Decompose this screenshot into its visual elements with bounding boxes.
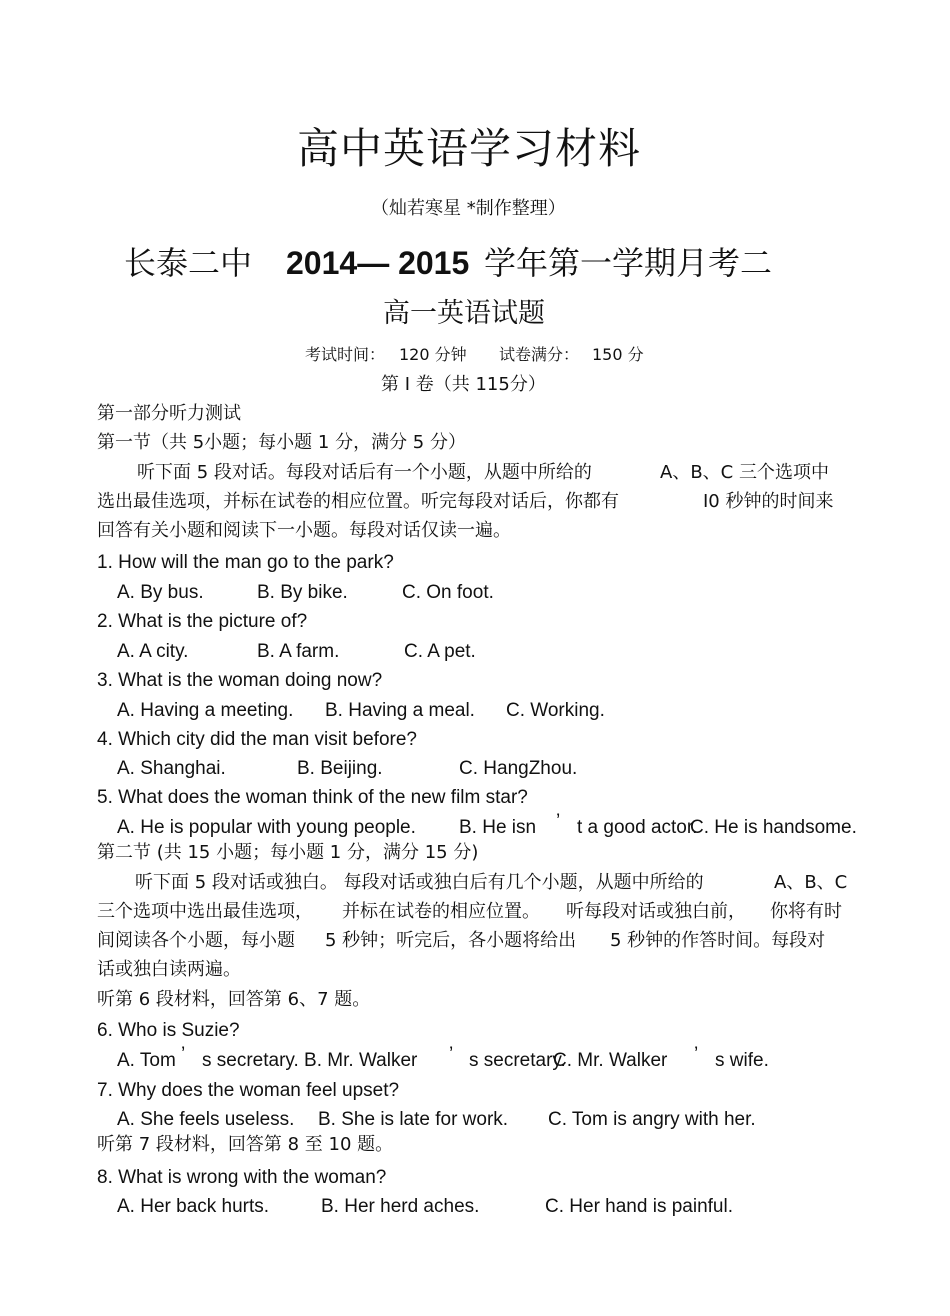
option-a: A. Shanghai. — [117, 758, 226, 779]
part-heading: 第一部分听力测试 — [97, 403, 241, 424]
volume-heading: 第 I 卷（共 115分） — [381, 374, 546, 395]
option-b: B. By bike. — [257, 582, 348, 603]
option-b: B. A farm. — [257, 641, 340, 662]
instruction-line: 听下面 5 段对话或独白。 每段对话或独白后有几个小题，从题中所给的 — [135, 872, 704, 893]
exam-term: 学年第一学期月考二 — [484, 244, 773, 282]
apostrophe: ’ — [449, 1044, 454, 1065]
option-c: C. Working. — [506, 700, 605, 721]
question-text: 3. What is the woman doing now? — [97, 670, 383, 691]
instruction-line: 你将有时 — [770, 901, 842, 922]
material-heading: 听第 7 段材料，回答第 8 至 10 题。 — [97, 1134, 394, 1155]
option-a: A. A city. — [117, 641, 189, 662]
instruction-line: 听每段对话或独白前， — [566, 901, 746, 922]
option-c: C. He is handsome. — [690, 817, 857, 838]
instruction-line: 5 秒钟；听完后，各小题将给出 — [325, 930, 577, 951]
question-text: 2. What is the picture of? — [97, 611, 308, 632]
question-text: 1. How will the man go to the park? — [97, 552, 394, 573]
option-a: A. Having a meeting. — [117, 700, 294, 721]
instruction-line: 间阅读各个小题，每小题 — [97, 930, 295, 951]
option-c-cont: s wife. — [715, 1050, 769, 1071]
material-heading: 听第 6 段材料，回答第 6、7 题。 — [97, 989, 371, 1010]
instruction-line: 并标在试卷的相应位置。 — [342, 901, 540, 922]
instruction-line: 5 秒钟的作答时间。每段对 — [610, 930, 826, 951]
option-c: C. HangZhou. — [459, 758, 578, 779]
section-heading-1: 第一节（共 5小题；每小题 1 分，满分 5 分） — [97, 432, 466, 453]
option-a-cont: s secretary. B. Mr. Walker — [202, 1050, 418, 1071]
instruction-line: 听下面 5 段对话。每段对话后有一个小题，从题中所给的 — [137, 462, 592, 483]
option-a: A. She feels useless. — [117, 1109, 295, 1130]
question-text: 8. What is wrong with the woman? — [97, 1167, 387, 1188]
instruction-line: A、B、C — [774, 872, 848, 893]
apostrophe: ’ — [181, 1044, 186, 1065]
option-b-cont: t a good actor. — [577, 817, 698, 838]
subtitle: （灿若寒星 *制作整理） — [371, 198, 566, 219]
school-years: 2014— 2015 — [286, 245, 470, 281]
option-b: B. Her herd aches. — [321, 1196, 480, 1217]
question-text: 6. Who is Suzie? — [97, 1020, 240, 1041]
school-name: 长泰二中 — [124, 244, 253, 282]
option-c: C. Tom is angry with her. — [548, 1109, 756, 1130]
instruction-line: 话或独白读两遍。 — [97, 959, 241, 980]
instruction-line: I0 秒钟的时间来 — [703, 491, 834, 512]
section-heading-2: 第二节 (共 15 小题；每小题 1 分，满分 15 分) — [97, 842, 479, 863]
option-c: C. On foot. — [402, 582, 494, 603]
option-c: C. Mr. Walker — [553, 1050, 668, 1071]
option-b: B. Having a meal. — [325, 700, 475, 721]
option-a: A. Tom — [117, 1050, 176, 1071]
apostrophe: ’ — [694, 1044, 699, 1065]
option-b: B. He isn — [459, 817, 537, 838]
option-a: A. By bus. — [117, 582, 204, 603]
exam-title: 高一英语试题 — [383, 298, 545, 329]
question-text: 4. Which city did the man visit before? — [97, 729, 417, 750]
score-label: 试卷满分： — [499, 345, 580, 364]
question-text: 7. Why does the woman feel upset? — [97, 1080, 400, 1101]
option-b: B. Beijing. — [297, 758, 383, 779]
option-c: C. Her hand is painful. — [545, 1196, 733, 1217]
score-value: 150 分 — [592, 345, 644, 364]
option-b-cont: s secretary. — [469, 1050, 566, 1071]
instruction-line: 回答有关小题和阅读下一小题。每段对话仅读一遍。 — [97, 520, 511, 541]
option-a: A. He is popular with young people. — [117, 817, 416, 838]
time-label: 考试时间： — [305, 345, 386, 364]
instruction-line: 选出最佳选项，并标在试卷的相应位置。听完每段对话后，你都有 — [97, 491, 619, 512]
option-c: C. A pet. — [404, 641, 476, 662]
option-b: B. She is late for work. — [318, 1109, 509, 1130]
option-a: A. Her back hurts. — [117, 1196, 270, 1217]
question-text: 5. What does the woman think of the new film star? — [97, 787, 528, 808]
apostrophe: ’ — [556, 811, 561, 832]
time-value: 120 分钟 — [399, 345, 467, 364]
page-title: 高中英语学习材料 — [297, 124, 642, 173]
instruction-line: 三个选项中选出最佳选项， — [97, 901, 313, 922]
instruction-line: A、B、C 三个选项中 — [660, 462, 829, 483]
